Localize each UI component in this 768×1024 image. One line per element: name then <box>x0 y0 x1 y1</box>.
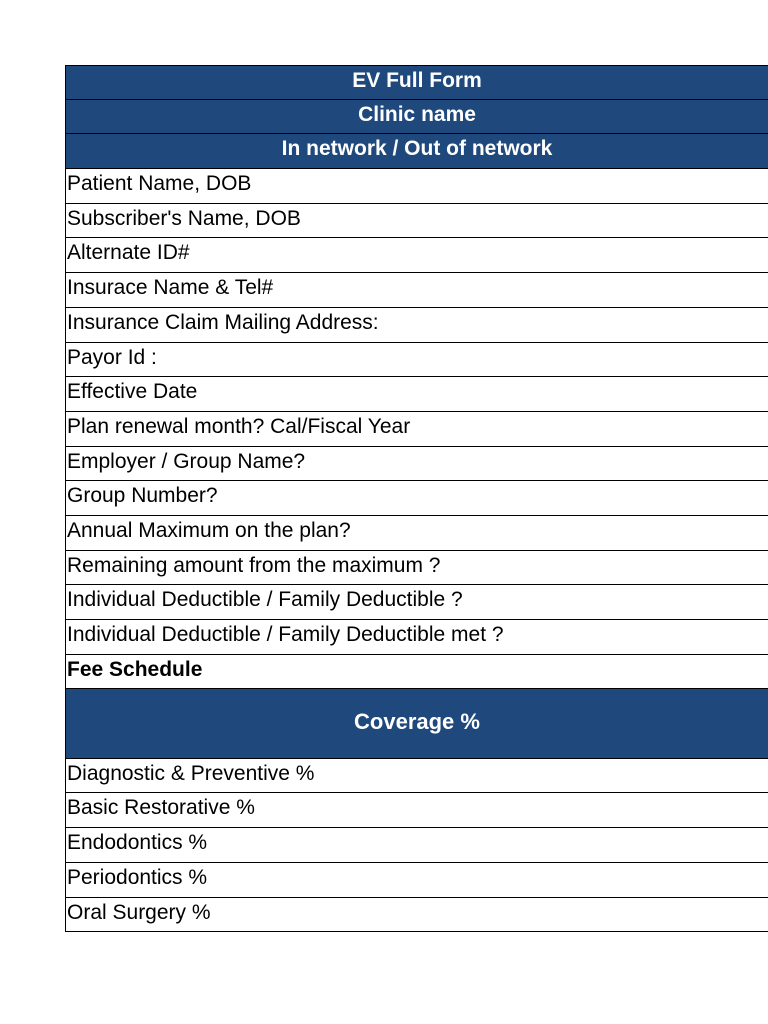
coverage-oral-surgery: Oral Surgery % <box>65 898 768 933</box>
coverage-basic-restorative: Basic Restorative % <box>65 793 768 828</box>
field-subscriber-name: Subscriber's Name, DOB <box>65 204 768 239</box>
field-deductible: Individual Deductible / Family Deductible ? <box>65 585 768 620</box>
field-patient-name: Patient Name, DOB <box>65 169 768 204</box>
field-plan-renewal: Plan renewal month? Cal/Fiscal Year <box>65 412 768 447</box>
clinic-name-header: Clinic name <box>65 100 768 135</box>
field-insurance-name: Insurace Name & Tel# <box>65 273 768 308</box>
field-claim-address: Insurance Claim Mailing Address: <box>65 308 768 343</box>
field-remaining-amount: Remaining amount from the maximum ? <box>65 551 768 586</box>
field-group-number: Group Number? <box>65 481 768 516</box>
field-payor-id: Payor Id : <box>65 343 768 378</box>
coverage-endodontics: Endodontics % <box>65 828 768 863</box>
coverage-section-header: Coverage % <box>65 689 768 758</box>
field-annual-maximum: Annual Maximum on the plan? <box>65 516 768 551</box>
network-header: In network / Out of network <box>65 134 768 169</box>
ev-form-sheet <box>65 65 768 932</box>
field-deductible-met: Individual Deductible / Family Deductible met ? <box>65 620 768 655</box>
form-title: EV Full Form <box>65 65 768 100</box>
fee-schedule-label: Fee Schedule <box>65 655 768 690</box>
coverage-periodontics: Periodontics % <box>65 863 768 898</box>
field-alternate-id: Alternate ID# <box>65 238 768 273</box>
field-effective-date: Effective Date <box>65 377 768 412</box>
coverage-diagnostic: Diagnostic & Preventive % <box>65 759 768 794</box>
field-employer-group: Employer / Group Name? <box>65 447 768 482</box>
